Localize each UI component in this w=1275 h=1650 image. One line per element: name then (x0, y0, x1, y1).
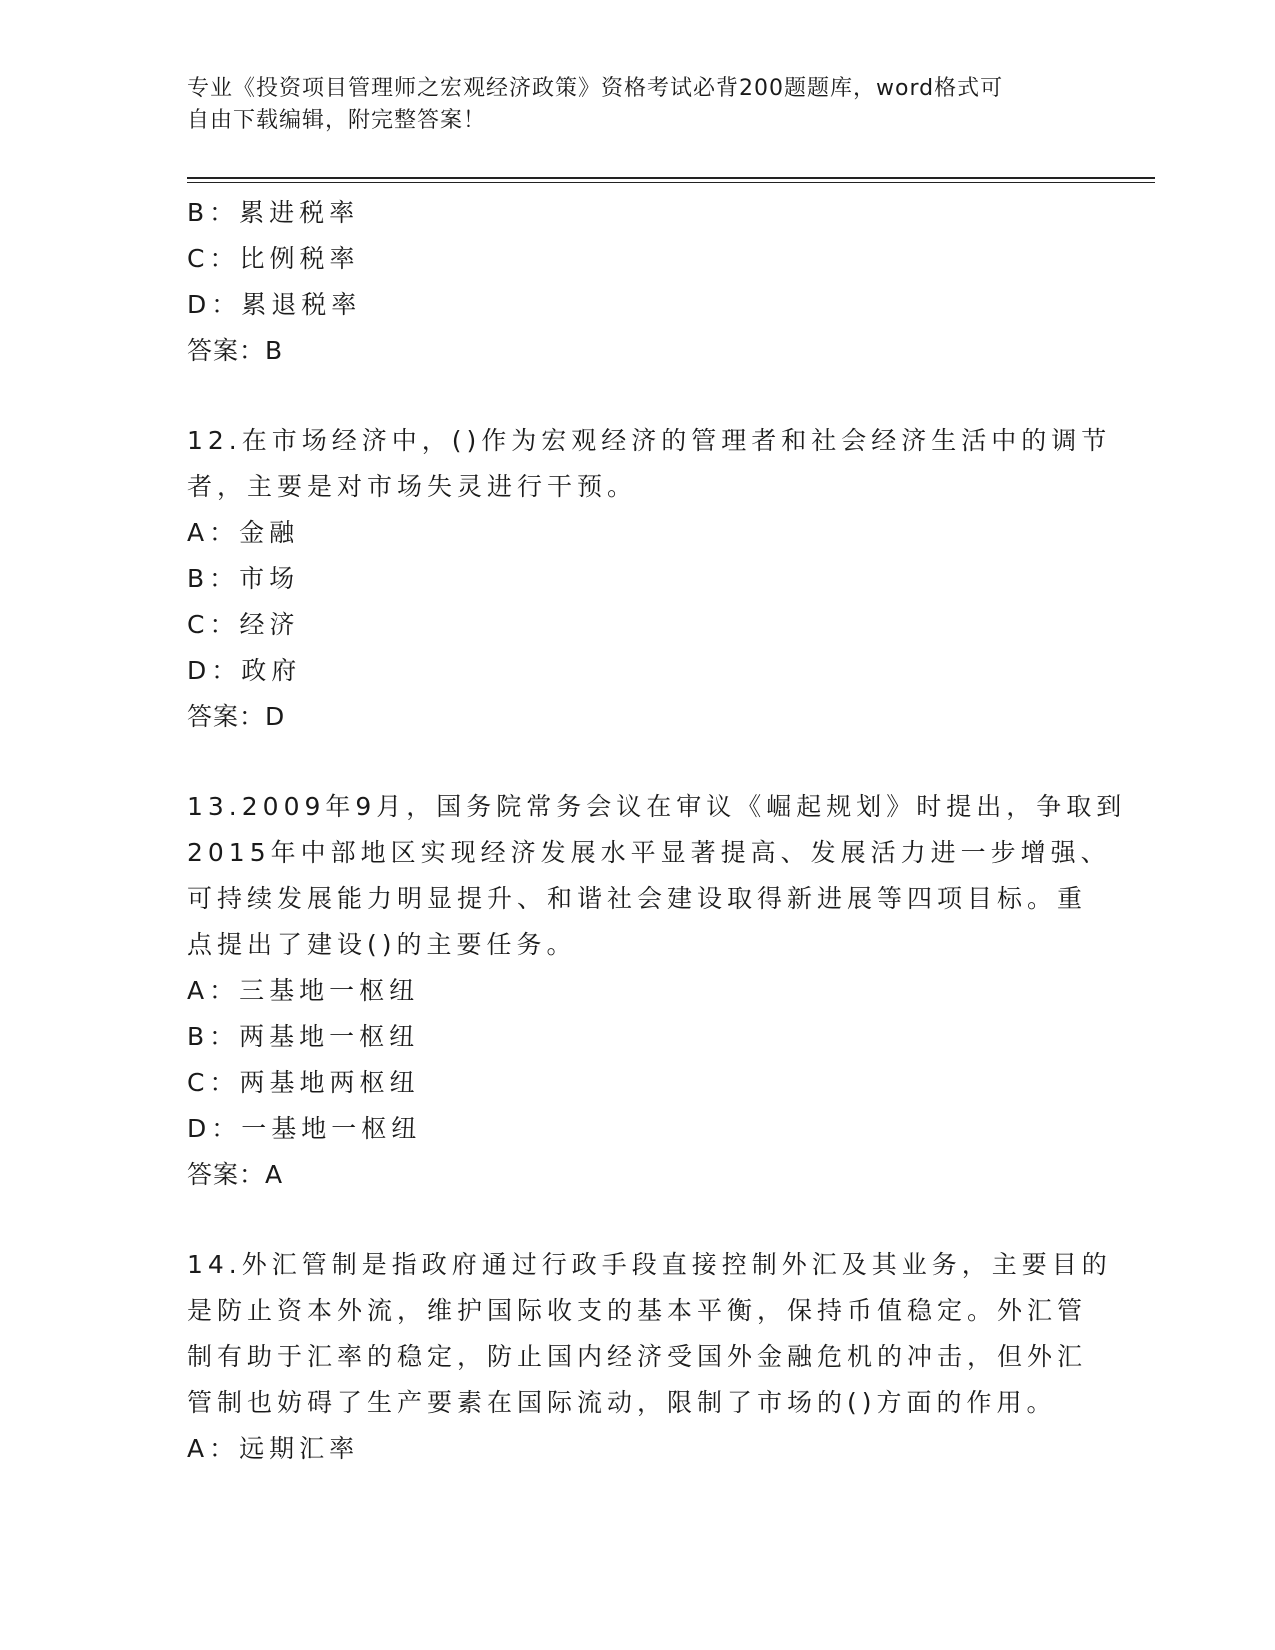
question-line: 13.2009年9月，国务院常务会议在审议《崛起规划》时提出，争取到 (187, 792, 1127, 821)
question-line: 可持续发展能力明显提升、和谐社会建设取得新进展等四项目标。重 (187, 884, 1088, 913)
answer-line: 答案：D (187, 702, 286, 731)
option-a: A：金融 (187, 518, 300, 547)
page-header (187, 73, 1077, 137)
option-a: A：远期汇率 (187, 1434, 360, 1463)
option-c: C：两基地两枢纽 (187, 1068, 420, 1097)
question-line: 是防止资本外流，维护国际收支的基本平衡，保持币值稳定。外汇管 (187, 1296, 1088, 1325)
option-b: B：累进税率 (187, 198, 360, 227)
question-line: 点提出了建设()的主要任务。 (187, 930, 577, 959)
option-b: B：市场 (187, 564, 300, 593)
header-divider (187, 177, 1155, 179)
question-14 (187, 1242, 1112, 1472)
question-line: 管制也妨碍了生产要素在国际流动，限制了市场的()方面的作用。 (187, 1388, 1057, 1417)
question-line: 制有助于汇率的稳定，防止国内经济受国外金融危机的冲击，但外汇 (187, 1342, 1088, 1371)
question-stem (187, 418, 1112, 510)
option-d: D：累退税率 (187, 290, 362, 319)
question-line: 14.外汇管制是指政府通过行政手段直接控制外汇及其业务，主要目的 (187, 1250, 1112, 1279)
question-13 (187, 784, 1127, 1198)
header-title-line-2: 自由下载编辑，附完整答案！ (187, 108, 487, 133)
option-d: D：一基地一枢纽 (187, 1114, 422, 1143)
answer-line: 答案：B (187, 336, 284, 365)
question-line: 2015年中部地区实现经济发展水平显著提高、发展活力进一步增强、 (187, 838, 1111, 867)
answer-line: 答案：A (187, 1160, 284, 1189)
option-b: B：两基地一枢纽 (187, 1022, 420, 1051)
question-line: 者，主要是对市场失灵进行干预。 (187, 472, 638, 501)
option-d: D：政府 (187, 656, 302, 685)
header-divider-thin (187, 182, 1155, 183)
question-line: 12.在市场经济中，()作为宏观经济的管理者和社会经济生活中的调节 (187, 426, 1112, 455)
question-stem (187, 1242, 1112, 1426)
question-content (187, 190, 1127, 1472)
option-c: C：经济 (187, 610, 300, 639)
question-stem (187, 784, 1127, 968)
option-a: A：三基地一枢纽 (187, 976, 420, 1005)
header-title-line-1: 专业《投资项目管理师之宏观经济政策》资格考试必背200题题库，word格式可 (187, 76, 1004, 101)
option-c: C：比例税率 (187, 244, 360, 273)
question-11-continuation (187, 190, 1087, 374)
question-12 (187, 418, 1112, 740)
